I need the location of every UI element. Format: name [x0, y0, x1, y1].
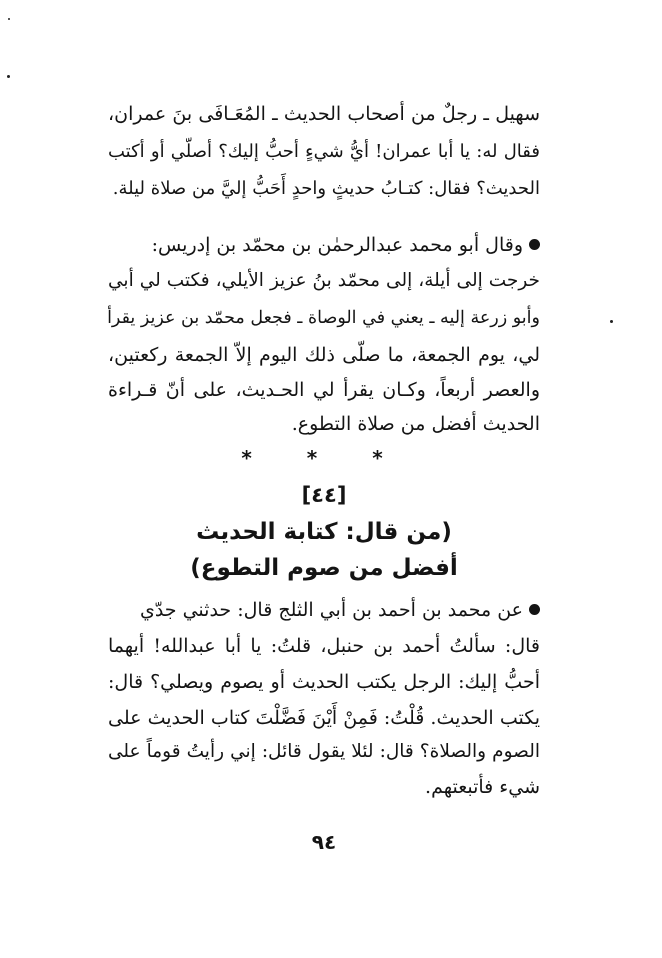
paragraph-3-line-1-text: عن محمد بن أحمد بن أبي الثلج قال: حدثني جدّي [139, 599, 523, 621]
paragraph-1-line-2: فقال له: يا أبا عمران! أيُّ شيءٍ أحبُّ إليك؟ أصلّي أو أكتب [108, 141, 540, 162]
margin-speck [7, 75, 10, 78]
paragraph-2-line-2: خرجت إلى أيلة، إلى محمّد بنُ عزيز الأيلي، فكتب لي أبي [108, 270, 540, 291]
bullet-icon [529, 239, 540, 250]
margin-speck [610, 320, 613, 323]
chapter-title-line-2: أفضل من صوم التطوع) [190, 555, 458, 581]
paragraph-3-line-4: يكتب الحديث. قُلْتُ: فَمِنْ أَيْنَ فَضَّلْتَ كتاب الحديث على [108, 707, 540, 729]
page-number: ٩٤ [311, 830, 337, 854]
chapter-number: [٤٤] [301, 483, 347, 507]
paragraph-3-line-3: أحبُّ إليك: الرجل يكتب الحديث أو يصوم ويصلي؟ قال: [108, 671, 540, 693]
paragraph-2-line-4: لي، يوم الجمعة، ما صلّى ذلك اليوم إلاّ الجمعة ركعتين، [108, 344, 540, 366]
paragraph-3-line-1 [108, 597, 540, 623]
bullet-icon [529, 604, 540, 615]
paragraph-2-line-6: الحديث أفضل من صلاة التطوع. [291, 413, 540, 435]
paragraph-2-line-5: والعصر أربعاً، وكـان يقرأ لي الحـديث، على أنّ قـراءة [108, 379, 540, 401]
paragraph-3-line-6: شيء فأتبعتهم. [425, 776, 540, 798]
paragraph-2-line-1-text: وقال أبو محمد عبدالرحمٰن بن محمّد بن إدريس: [151, 234, 523, 256]
paragraph-1-line-3: الحديث؟ فقال: كتـابُ حديثٍ واحدٍ أَحَبُّ إليَّ من صلاة ليلة. [112, 178, 540, 199]
chapter-title-line-1: (من قال: كتابة الحديث [196, 519, 452, 545]
margin-speck [8, 18, 10, 20]
section-separator: * * * [241, 446, 407, 470]
paragraph-1-line-1: سهيل ـ رجلٌ من أصحاب الحديث ـ المُعَـافَى بنَ عمران، [108, 103, 540, 125]
paragraph-2-line-1 [108, 232, 540, 258]
paragraph-2-line-3: وأبو زرعة إليه ـ يعني في الوصاة ـ فجعل محمّد بن عزيز يقرأ [107, 308, 540, 328]
paragraph-3-line-5: الصوم والصلاة؟ قال: لئلا يقول قائل: إني رأيتُ قوماً على [108, 741, 540, 762]
paragraph-3-line-2: قال: سألتُ أحمد بن حنبل، قلتُ: يا أبا عبدالله! أيهما [108, 635, 540, 657]
